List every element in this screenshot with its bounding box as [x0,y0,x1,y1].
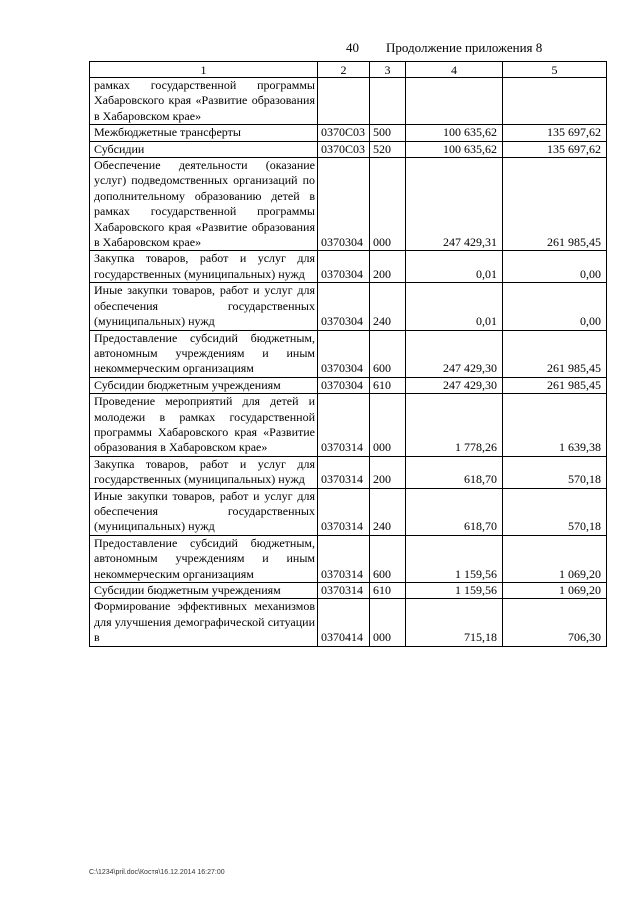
file-path-footer: C:\1234\pril.doc\Костя\16.12.2014 16:27:00 [89,869,225,876]
row-target-code: 0370304 [318,158,370,251]
row-amount-col5: 570,18 [503,456,607,488]
row-expense-type: 000 [370,394,406,457]
row-amount-col5: 1 639,38 [503,394,607,457]
table-row [90,394,607,457]
row-amount-col4: 1 159,56 [406,583,503,599]
table-row [90,141,607,157]
row-amount-col4: 1 778,26 [406,394,503,457]
row-expense-type: 200 [370,456,406,488]
table-row [90,377,607,393]
table-row [90,283,607,330]
row-description: Обеспечение деятельности (оказание услуг) подведомственных организаций по дополнительному образованию детей в рамках государственной программы Хабаровского края «Развитие образования в Хабаровском крае» [90,158,318,251]
column-number-row [90,62,607,78]
row-description: Иные закупки товаров, работ и услуг для обеспечения государственных (муниципальных) нужд [90,283,318,330]
row-amount-col4 [406,78,503,125]
row-amount-col4: 100 635,62 [406,141,503,157]
row-amount-col4: 247 429,30 [406,377,503,393]
row-amount-col4: 618,70 [406,488,503,535]
row-expense-type: 240 [370,283,406,330]
row-expense-type: 200 [370,251,406,283]
table-row [90,125,607,141]
row-target-code: 0370314 [318,583,370,599]
row-description: Предоставление субсидий бюджетным, автономным учреждениям и иным некоммерческим организациям [90,535,318,582]
row-expense-type [370,78,406,125]
row-description: Проведение мероприятий для детей и молодежи в рамках государственной программы Хабаровского края «Развитие образования в Хабаровском крае» [90,394,318,457]
row-description: Иные закупки товаров, работ и услуг для обеспечения государственных (муниципальных) нужд [90,488,318,535]
row-amount-col4: 618,70 [406,456,503,488]
table-row [90,535,607,582]
row-amount-col5: 261 985,45 [503,377,607,393]
row-description: Субсидии [90,141,318,157]
row-amount-col5: 135 697,62 [503,125,607,141]
row-description: Формирование эффективных механизмов для улучшения демографической ситуации в [90,599,318,646]
row-amount-col4: 0,01 [406,283,503,330]
row-description: Субсидии бюджетным учреждениям [90,377,318,393]
row-expense-type: 610 [370,583,406,599]
page-number: 40 [346,40,359,55]
table-row [90,456,607,488]
table-row [90,78,607,125]
row-amount-col5: 135 697,62 [503,141,607,157]
row-target-code: 0370С03 [318,141,370,157]
row-target-code: 0370314 [318,535,370,582]
row-amount-col4: 247 429,31 [406,158,503,251]
row-amount-col4: 715,18 [406,599,503,646]
page-header [0,40,640,60]
budget-table [89,61,607,647]
row-amount-col5: 570,18 [503,488,607,535]
row-expense-type: 000 [370,158,406,251]
appendix-continuation-title: Продолжение приложения 8 [386,40,543,55]
row-target-code: 0370304 [318,330,370,377]
table-row [90,158,607,251]
row-amount-col5: 261 985,45 [503,330,607,377]
row-amount-col4: 0,01 [406,251,503,283]
row-amount-col5: 1 069,20 [503,535,607,582]
row-description: Закупка товаров, работ и услуг для государственных (муниципальных) нужд [90,456,318,488]
column-header: 3 [370,62,406,78]
row-expense-type: 000 [370,599,406,646]
row-amount-col4: 247 429,30 [406,330,503,377]
row-amount-col5: 1 069,20 [503,583,607,599]
row-description: Субсидии бюджетным учреждениям [90,583,318,599]
column-header: 2 [318,62,370,78]
row-amount-col5: 0,00 [503,251,607,283]
row-target-code: 0370314 [318,394,370,457]
row-target-code [318,78,370,125]
row-target-code: 0370304 [318,283,370,330]
row-expense-type: 610 [370,377,406,393]
row-expense-type: 500 [370,125,406,141]
row-target-code: 0370304 [318,251,370,283]
column-header: 4 [406,62,503,78]
row-description: Предоставление субсидий бюджетным, автономным учреждениям и иным некоммерческим организациям [90,330,318,377]
row-amount-col5 [503,78,607,125]
column-header: 1 [90,62,318,78]
row-target-code: 0370314 [318,456,370,488]
row-amount-col5: 706,30 [503,599,607,646]
row-expense-type: 240 [370,488,406,535]
row-description: Закупка товаров, работ и услуг для государственных (муниципальных) нужд [90,251,318,283]
row-expense-type: 600 [370,330,406,377]
table-row [90,488,607,535]
table-row [90,251,607,283]
row-amount-col5: 0,00 [503,283,607,330]
row-target-code: 0370414 [318,599,370,646]
table-body [90,78,607,647]
row-expense-type: 520 [370,141,406,157]
table-row [90,330,607,377]
row-amount-col5: 261 985,45 [503,158,607,251]
table-row [90,583,607,599]
row-expense-type: 600 [370,535,406,582]
table-row [90,599,607,646]
row-description: Межбюджетные трансферты [90,125,318,141]
row-target-code: 0370304 [318,377,370,393]
row-amount-col4: 100 635,62 [406,125,503,141]
row-target-code: 0370314 [318,488,370,535]
row-target-code: 0370С03 [318,125,370,141]
column-header: 5 [503,62,607,78]
row-description: рамках государственной программы Хабаровского края «Развитие образования в Хабаровском крае» [90,78,318,125]
row-amount-col4: 1 159,56 [406,535,503,582]
